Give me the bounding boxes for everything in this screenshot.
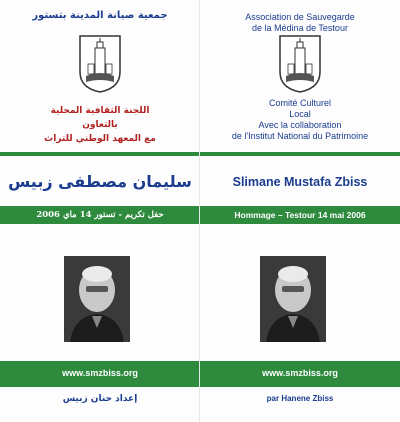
header-ar: جمعية صيانة المدينة بتستور bbox=[32, 10, 168, 21]
credit-ar: إعداد حنان زبيس bbox=[62, 394, 138, 404]
event-banner-ar bbox=[0, 206, 200, 224]
collaboration-fr-line-2: de l'Institut National du Patrimoine bbox=[231, 131, 369, 141]
header-fr bbox=[200, 12, 400, 34]
website-link-left[interactable]: www.smzbiss.org bbox=[62, 368, 138, 378]
minaret-emblem-icon bbox=[278, 34, 322, 94]
committee-ar-line-3: مع المعهد الوطني للتراث bbox=[44, 134, 156, 144]
header-fr-line-2: de la Médina de Testour bbox=[252, 23, 348, 33]
portrait-photo bbox=[64, 256, 130, 342]
committee-fr-line-2: Local bbox=[289, 109, 311, 119]
event-banner-ar-text: حفل تكريم - تستور 14 ماي 2006 bbox=[36, 210, 164, 220]
portrait-photo bbox=[260, 256, 326, 342]
committee-ar-line-2: بالتعاون bbox=[82, 120, 118, 130]
committee-ar bbox=[0, 104, 200, 146]
website-link-right[interactable]: www.smzbiss.org bbox=[262, 368, 338, 378]
collaboration-fr-line-1: Avec la collaboration bbox=[258, 120, 342, 130]
top-divider-bar bbox=[200, 152, 400, 156]
committee-fr bbox=[200, 98, 400, 142]
event-banner-fr bbox=[200, 206, 400, 224]
event-banner-fr-text: Hommage – Testour 14 mai 2006 bbox=[234, 210, 366, 220]
honoree-name-fr: Slimane Mustafa Zbiss bbox=[232, 175, 368, 189]
committee-fr-line-1: Comité Culturel bbox=[268, 98, 332, 108]
credit-fr: par Hanene Zbiss bbox=[266, 394, 334, 403]
header-fr-line-1: Association de Sauvegarde bbox=[245, 12, 355, 22]
top-divider-bar bbox=[0, 152, 200, 156]
honoree-name-ar: سليمان مصطفى زبيس bbox=[8, 172, 192, 191]
committee-ar-line-1: اللجنة الثقافية المحلية bbox=[50, 106, 150, 116]
minaret-emblem-icon bbox=[78, 34, 122, 94]
right-panel bbox=[200, 0, 400, 422]
